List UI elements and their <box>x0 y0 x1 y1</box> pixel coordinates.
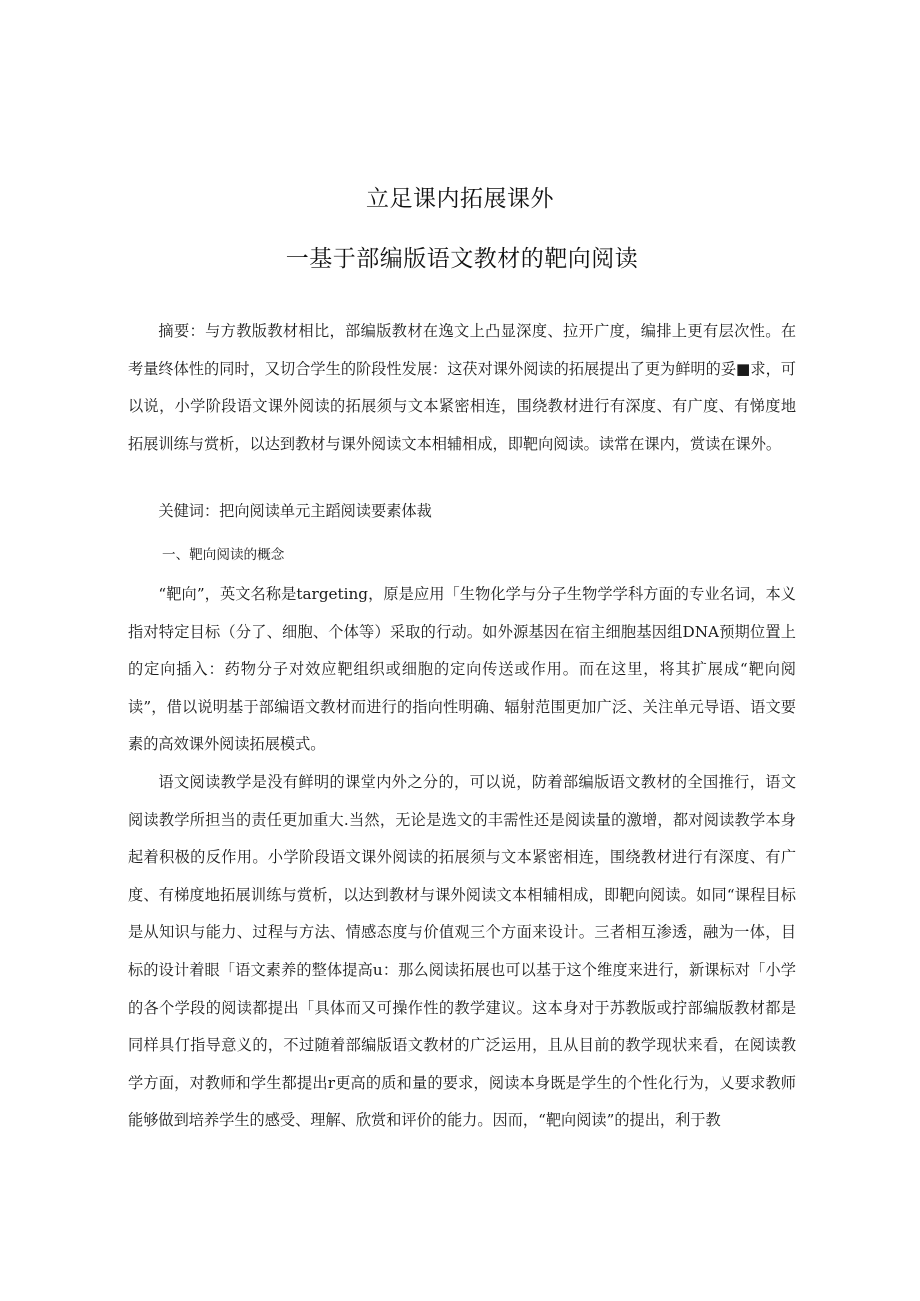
section-heading: 一、靶向阅读的概念 <box>162 547 285 563</box>
title-line-1: 立足课内拓展课外 <box>366 186 554 212</box>
abstract-paragraph: 摘要：与方教版教材相比，部编版教材在逸文上凸显深度、拉开广度，编排上更有层次性。在考量终体性的同时，又切合学生的阶段性发展：这茯对课外阅读的拓展提出了更为鲜明的妥■求，可以说，小学阶段语文课外阅读的拓展须与文本紧密相连，围绕教材进行有深度、有广度、有悌度地拓展训练与赏析，以达到教材与课外阅读文本相辅相成，即靶向阅读。读常在课内，赏读在课外。 <box>128 322 796 453</box>
body-paragraph-2: 语文阅读教学是没有鲜明的课堂内外之分的，可以说，防着部编版语文教材的全国推行，语文阅读教学所担当的责任更加重大.当然，无论是选文的丰需性还是阅读量的激增，都对阅读教学本身起着积极的反作用。小学阶段语文课外阅读的拓展须与文本紧密相连，围绕教材进行有深度、有广度、有梯度地拓展训练与赏析，以达到教材与课外阅读文本相辅相成，即靶向阅读。如同“课程目标是从知识与能力、过程与方法、情感态度与价值观三个方面来设计。三者相互渗透，融为一体，目标的设计着眼「语文素养的整体提高u：那么阅读拓展也可以基于这个维度来进行，新课标对「小学的各个学段的阅读都提出「具体而又可操作性的教学建议。这本身对于苏教版或拧部编版教材都是同样具仃指导意义的，不过随着部编版语文教材的广泛运用，且从目前的教学现状来看，在阅读教学方面，对教师和学生都提出r更高的质和量的要求，阅读本身既是学生的个性化行为，乂要求教师能够做到培养学生的感受、理解、欣赏和评价的能力。因而，“靶向阅读”的提出，利于教 <box>128 773 796 1130</box>
body-paragraph-1: “靶向”，英文名称是targeting，原是应用「生物化学与分子生物学学科方面的专业名词，本义指对特定目标（分了、细胞、个体等）采取的行动。如外源基因在宿主细胞基因组DNA预期位置上的定向插入：药物分子对效应靶组织或细胞的定向传送或作用。而在这里，将其扩展成“靶向阅读”，借以说明基于部编语文教材而进行的指向性明确、辐射范围更加广泛、关注单元导语、语文要素的高效课外阅读拓展模式。 <box>128 585 796 754</box>
title-line-2: 一基于部编版语文教材的靶向阅读 <box>285 246 639 272</box>
keywords-paragraph: 关健词：把向阅读单元主蹈阅读要素体裁 <box>158 502 432 520</box>
